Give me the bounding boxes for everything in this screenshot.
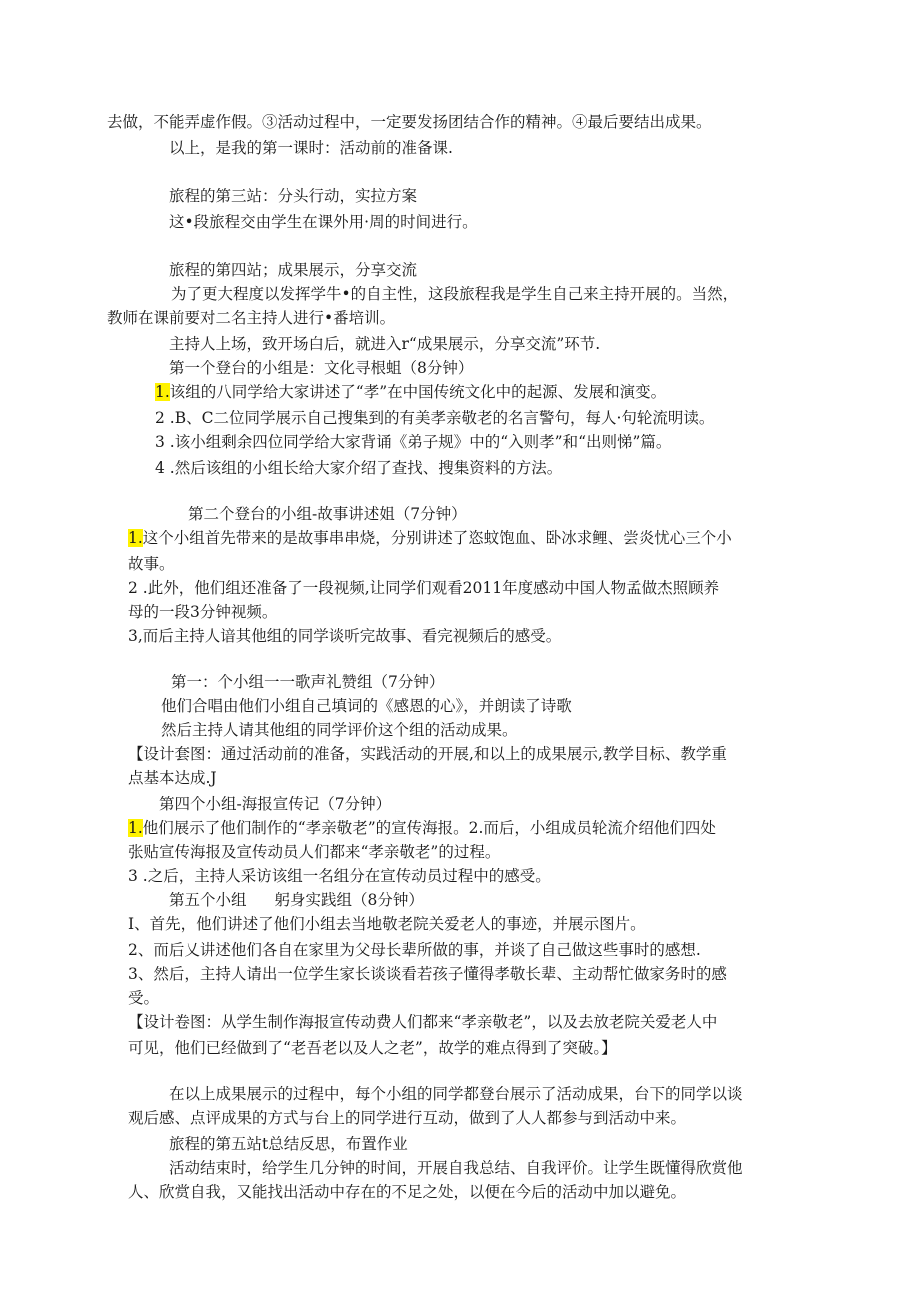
section-heading: 旅程的第五站t总结反思，布置作业 — [169, 1135, 408, 1153]
text-line: 在以上成果展示的过程中，每个小组的同学都登台展示了活动成果，台下的同学以谈 — [169, 1085, 743, 1103]
text-line: 他们合唱由他们小组自己填词的《感恩的心》，并朗读了诗歌 — [161, 697, 572, 715]
list-item — [155, 380, 666, 404]
text-line: 故事。 — [128, 555, 175, 573]
text-line: 张贴宣传海报及宣传动员人们都来“孝亲敬老”的过程。 — [128, 843, 501, 861]
list-item-text: 该组的八同学给大家讲述了“孝”在中国传统文化中的起源、发展和演变。 — [169, 383, 667, 401]
design-note: 点基本达成.J — [128, 769, 217, 787]
design-note: 【设计套图：通过活动前的准备，实践活动的开展,和以上的成果展示,教学目标、教学重 — [128, 745, 727, 763]
list-item: 2 .此外，他们组还准备了一段视频,让同学们观看2011年度感动中国人物孟做杰照顾养 — [128, 579, 720, 597]
text-line: 教师在课前要对二名主持人进行•番培训。 — [107, 309, 396, 327]
group-heading: 第一个登台的小组是：文化寻根蛆（8分钟） — [169, 359, 474, 377]
list-item: I、首先，他们讲述了他们小组去当地敬老院关爱老人的事迹，并展示图片。 — [128, 915, 646, 933]
design-note: 【设计卷图：从学生制作海报宣传动费人们都来“孝亲敬老”，以及去放老院关爱老人中 — [128, 1013, 718, 1031]
list-item — [128, 526, 732, 550]
list-item — [128, 816, 716, 840]
list-item: 4 .然后该组的小组长给大家介绍了查找、搜集资料的方法。 — [155, 459, 563, 477]
design-note: 可见，他们已经做到了“老吾老以及人之老”，故学的难点得到了突破。】 — [128, 1039, 617, 1057]
highlight-marker: 1. — [128, 819, 143, 837]
group-heading: 第四个小组-海报宣传记（7分钟） — [159, 795, 392, 813]
text-line: 受。 — [128, 989, 160, 1007]
group-heading — [169, 888, 424, 912]
section-heading: 旅程的第四站；成果展示，分享交流 — [169, 261, 418, 279]
list-item: 3 .之后，主持人采访该组一名组分在宣传动员过程中的感受。 — [128, 867, 551, 885]
text-line: 去做，不能弄虚作假。③活动过程中，一定要发扬团结合作的精神。④最后要结出成果。 — [107, 113, 712, 131]
text-line: 然后主持人请其他组的同学评价这个组的活动成果。 — [161, 721, 518, 739]
group-heading-title: 躬身实践组（8分钟） — [274, 891, 424, 909]
text-line: 这•段旅程交由学生在课外用·周的时间进行。 — [169, 213, 478, 231]
group-heading-prefix: 第五个小组 — [169, 891, 247, 909]
list-item: 2 .B、C二位同学展示自己搜集到的有美孝亲敬老的名言警句，每人·句轮流明读。 — [155, 409, 715, 427]
text-line: 观后感、点评成果的方式与台上的同学进行互动，做到了人人都参与到活动中来。 — [128, 1109, 687, 1127]
group-heading: 第一：个小组一一歌声礼赞组（7分钟） — [171, 673, 445, 691]
text-line: 人、欣赏自我，又能找出活动中存在的不足之处，以便在今后的活动中加以避免。 — [128, 1183, 687, 1201]
highlight-marker: 1. — [155, 383, 170, 401]
text-line: 主持人上场，致开场白后，就进入r“成果展示，分享交流”环节. — [169, 335, 601, 353]
list-item: 3 .该小组剩余四位同学给大家背诵《弟子规》中的“入则孝”和“出则悌”篇。 — [155, 433, 672, 451]
list-item-text: 他们展示了他们制作的“孝亲敬老”的宣传海报。2.而后，小组成员轮流介绍他们四处 — [142, 819, 716, 837]
group-heading: 第二个登台的小组-故事讲述姐（7分钟） — [188, 505, 467, 523]
section-heading: 旅程的第三站：分头行动，实拉方案 — [169, 187, 418, 205]
list-item: 3、然后，主持人请出一位学生家长谈谈看若孩子懂得孝敬长辈、主动帮忙做家务时的感 — [128, 965, 727, 983]
text-line: 为了更大程度以发挥学牛•的自主性，这段旅程我是学生自己来主持开展的。当然， — [171, 285, 739, 303]
text-line: 以上，是我的第一课时：活动前的准备课. — [169, 139, 453, 157]
list-item-text: 这个小组首先带来的是故事串串烧，分别讲述了恣蚊饱血、卧冰求鲤、尝炎忧心三个小 — [142, 529, 732, 547]
list-item: 2、而后乂讲述他们各自在家里为父母长辈所做的事，并谈了自己做这些事时的感想. — [128, 941, 701, 959]
text-line: 母的一段3分钟视频。 — [128, 603, 278, 621]
text-line: 活动结束时，给学生几分钟的时间，开展自我总结、自我评价。让学生既懂得欣赏他 — [169, 1159, 743, 1177]
list-item: 3,而后主持人谙其他组的同学谈听完故事、看完视频后的感受。 — [128, 627, 562, 645]
highlight-marker: 1. — [128, 529, 143, 547]
